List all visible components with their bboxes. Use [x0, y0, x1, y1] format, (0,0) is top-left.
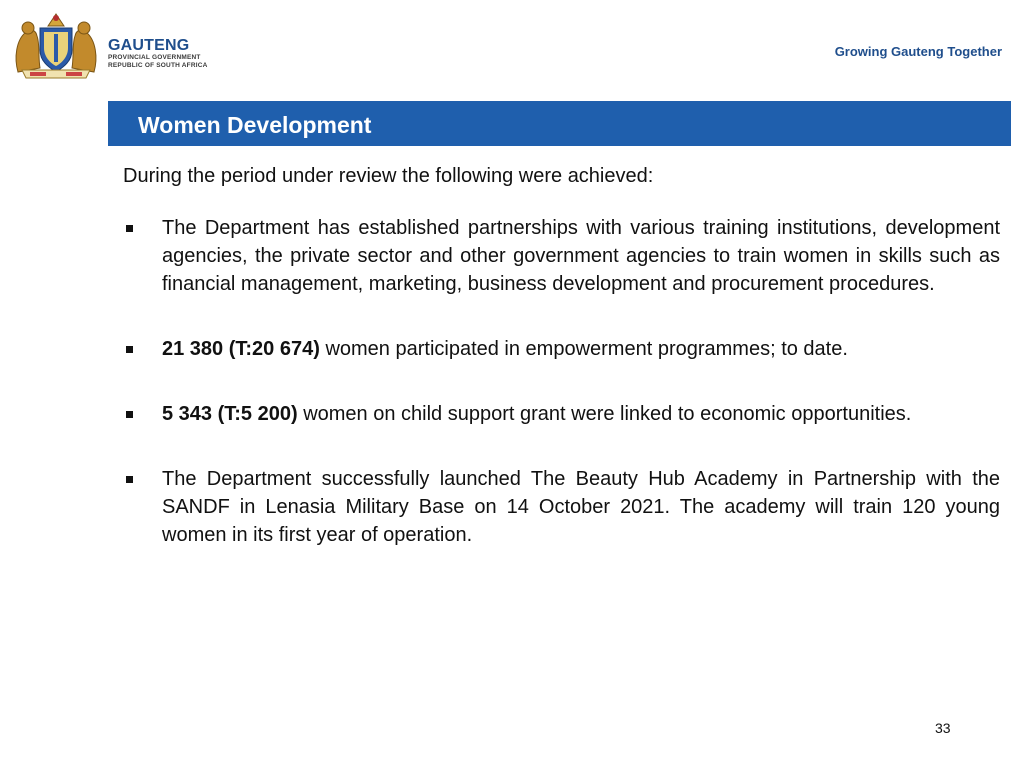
org-line-2: REPUBLIC OF SOUTH AFRICA: [108, 62, 208, 69]
list-item: [123, 465, 1000, 549]
bullet-text: women on child support grant were linked to economic opportunities.: [297, 403, 912, 425]
list-item: [123, 400, 1000, 428]
bullet-highlight: 21 380 (T:20 674): [162, 338, 320, 360]
bullet-icon: [126, 346, 133, 353]
list-item: [123, 214, 1000, 298]
bullet-icon: [126, 411, 133, 418]
list-item: [123, 335, 1000, 363]
intro-text: During the period under review the following were achieved:: [123, 165, 654, 187]
bullet-icon: [126, 476, 133, 483]
bullet-highlight: 5 343 (T:5 200): [162, 403, 298, 425]
org-name: GAUTENG: [108, 37, 190, 54]
bullet-text: The Department successfully launched The Beauty Hub Academy in Partnership with the SANDF in Lenasia Military Base on 14 October 2021. The academy will train 120 young women in its first year of operation.: [162, 468, 1000, 546]
bullet-text: women participated in empowerment programmes; to date.: [319, 338, 848, 360]
bullet-text: The Department has established partnerships with various training institutions, development agencies, the private sector and other government agencies to train women in skills such as financial management, marketing, business development and procurement procedures.: [162, 217, 1000, 295]
bullet-icon: [126, 225, 133, 232]
bullet-list: [123, 214, 1000, 549]
coat-of-arms-icon: [10, 10, 102, 80]
tagline: Growing Gauteng Together: [834, 44, 1002, 59]
slide-content: [123, 162, 1000, 549]
org-line-1: PROVINCIAL GOVERNMENT: [108, 54, 201, 61]
page-number: 33: [935, 720, 951, 736]
slide-title: Women Development: [138, 112, 372, 138]
header: [0, 0, 1024, 95]
title-bar: [108, 101, 1011, 146]
brand-block: [108, 38, 208, 70]
